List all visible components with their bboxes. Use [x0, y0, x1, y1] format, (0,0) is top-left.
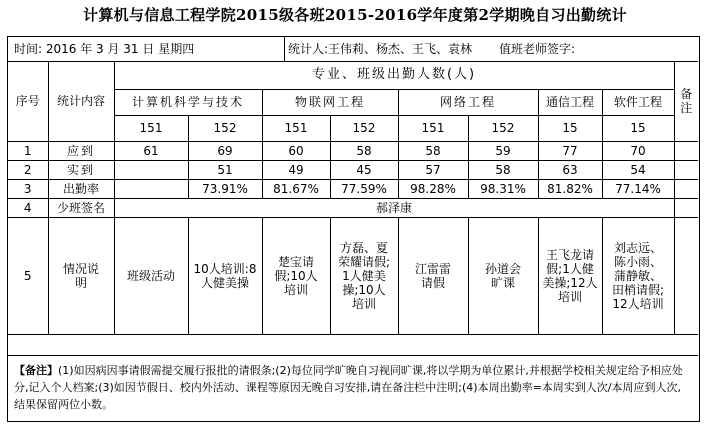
row-label: 出勤率: [48, 179, 114, 198]
cell-value: 49: [262, 160, 330, 179]
cell-value: 69: [188, 141, 262, 160]
class-label: 152: [468, 115, 538, 141]
major-iot: 物联网工程: [262, 89, 398, 115]
info-divider: [284, 37, 285, 61]
row-label: 情况说明: [48, 217, 114, 334]
major-comm: 通信工程: [538, 89, 602, 115]
table-row: [8, 160, 698, 179]
header-seq: 序号: [8, 61, 48, 141]
cell-value: 58: [330, 141, 398, 160]
remark-cell: [674, 217, 698, 334]
cell-value: 81.67%: [262, 179, 330, 198]
remark-cell: [674, 160, 698, 179]
situation-cell: 刘志远、陈小雨、蒲静敏、田梢请假;12人培训: [602, 217, 674, 334]
class-label: 15: [602, 115, 674, 141]
major-network: 网络工程: [398, 89, 538, 115]
cell-value: [114, 179, 188, 198]
remark-cell: [674, 141, 698, 160]
duty-teacher-signature-field: 值班老师签字:: [499, 42, 576, 56]
cell-value: 63: [538, 160, 602, 179]
situation-cell: 孙道会旷课: [468, 217, 538, 334]
cell-value: 81.82%: [538, 179, 602, 198]
situation-cell: 10人培训:8人健美操: [188, 217, 262, 334]
cell-value: 58: [468, 160, 538, 179]
stats-people-text: 统计人:王伟莉、杨杰、王飞、袁林: [288, 42, 473, 56]
cell-value: 57: [398, 160, 468, 179]
situation-cell: 班级活动: [114, 217, 188, 334]
cell-value: 98.28%: [398, 179, 468, 198]
cell-value: 98.31%: [468, 179, 538, 198]
table-row: [8, 217, 698, 334]
class-label: 151: [114, 115, 188, 141]
cell-value: 70: [602, 141, 674, 160]
row-number: 4: [8, 198, 48, 217]
cell-value: 45: [330, 160, 398, 179]
row-number: 2: [8, 160, 48, 179]
row-number: 3: [8, 179, 48, 198]
situation-cell: 楚宝请假;10人培训: [262, 217, 330, 334]
cell-value: 54: [602, 160, 674, 179]
row-number: 5: [8, 217, 48, 334]
row-label: 实到: [48, 160, 114, 179]
cell-value: 77.14%: [602, 179, 674, 198]
attendance-sheet: [7, 36, 700, 422]
major-cs: 计算机科学与技术: [114, 89, 262, 115]
info-bar: [8, 37, 698, 62]
table-row: [8, 141, 698, 160]
row-label: 应到: [48, 141, 114, 160]
cell-value: 61: [114, 141, 188, 160]
class-label: 152: [188, 115, 262, 141]
header-remark: 备注: [674, 61, 698, 141]
situation-cell: 方磊、夏荣耀请假;1人健美操;10人培训: [330, 217, 398, 334]
class-label: 152: [330, 115, 398, 141]
header-group: 专业、班级出勤人数(人): [114, 61, 674, 89]
notes-section: [8, 355, 698, 421]
cell-value: 58: [398, 141, 468, 160]
remark-cell: [674, 179, 698, 198]
cell-value: 77: [538, 141, 602, 160]
remark-cell: [674, 198, 698, 217]
notes-label: 【备注】: [14, 364, 58, 377]
row-number: 1: [8, 141, 48, 160]
monitor-signature: 郝泽康: [114, 198, 674, 217]
major-software: 软件工程: [602, 89, 674, 115]
attendance-table: [8, 61, 698, 335]
table-row: [8, 198, 698, 217]
cell-value: 51: [188, 160, 262, 179]
class-label: 151: [262, 115, 330, 141]
cell-value: [114, 160, 188, 179]
date-text: 时间: 2016 年 3 月 31 日 星期四: [14, 42, 195, 56]
class-label: 151: [398, 115, 468, 141]
cell-value: 77.59%: [330, 179, 398, 198]
row-label: 少班签名: [48, 198, 114, 217]
situation-cell: 江雷雷请假: [398, 217, 468, 334]
class-label: 15: [538, 115, 602, 141]
cell-value: 60: [262, 141, 330, 160]
sheet-title: 计算机与信息工程学院2015级各班2015-2016学年度第2学期晚自习出勤统计: [83, 6, 627, 24]
cell-value: 59: [468, 141, 538, 160]
situation-cell: 王飞龙请假;1人健美操;12人培训: [538, 217, 602, 334]
table-row: [8, 179, 698, 198]
header-stat-content: 统计内容: [48, 61, 114, 141]
cell-value: 73.91%: [188, 179, 262, 198]
notes-text: (1)如因病因事请假需提交履行报批的请假条;(2)每位同学旷晚自习视同旷课,将以学期为单位累计,并根据学校相关规定给予相应处分,记入个人档案;(3)如因节假日、校内外活动、课程等原因无晚自习安排,请在备注栏中注明;(4)本周出勤率=本周实到人次/本周应到人次,结果保留两位小数。: [14, 364, 683, 411]
